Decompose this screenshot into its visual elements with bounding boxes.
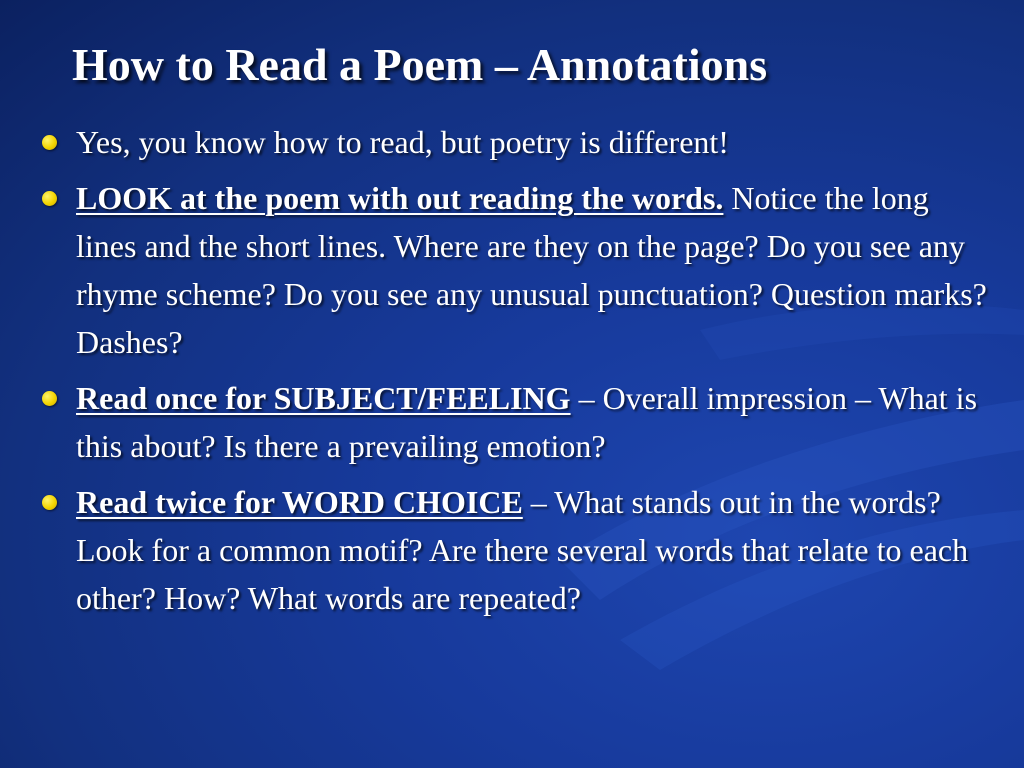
bullet-item — [36, 118, 996, 166]
slide-title: How to Read a Poem – Annotations — [72, 39, 768, 90]
bullet-dot-icon — [42, 391, 57, 406]
bullet-dot-icon — [42, 495, 57, 510]
bullet-text: – What stands out in the words? Look for a common motif? Are there several words that relate to each other? How? What words are repeated? — [76, 484, 969, 616]
bullet-lead: Read twice for WORD CHOICE — [76, 484, 523, 520]
bullet-item — [36, 374, 996, 470]
bullet-lead: LOOK at the poem with out reading the words. — [76, 180, 724, 216]
bullet-text: – Overall impression – What is this about? Is there a prevailing emotion? — [76, 380, 978, 464]
bullet-item — [36, 478, 996, 622]
bullet-dot-icon — [42, 191, 57, 206]
bullet-lead: Read once for SUBJECT/FEELING — [76, 380, 571, 416]
bullet-dot-icon — [42, 135, 57, 150]
bullet-list — [36, 118, 996, 630]
bullet-text: Yes, you know how to read, but poetry is different! — [76, 124, 729, 160]
bullet-text: Notice the long lines and the short lines. Where are they on the page? Do you see any rhyme scheme? Do you see any unusual punctuation? Question marks? Dashes? — [76, 180, 987, 360]
bullet-item — [36, 174, 996, 366]
